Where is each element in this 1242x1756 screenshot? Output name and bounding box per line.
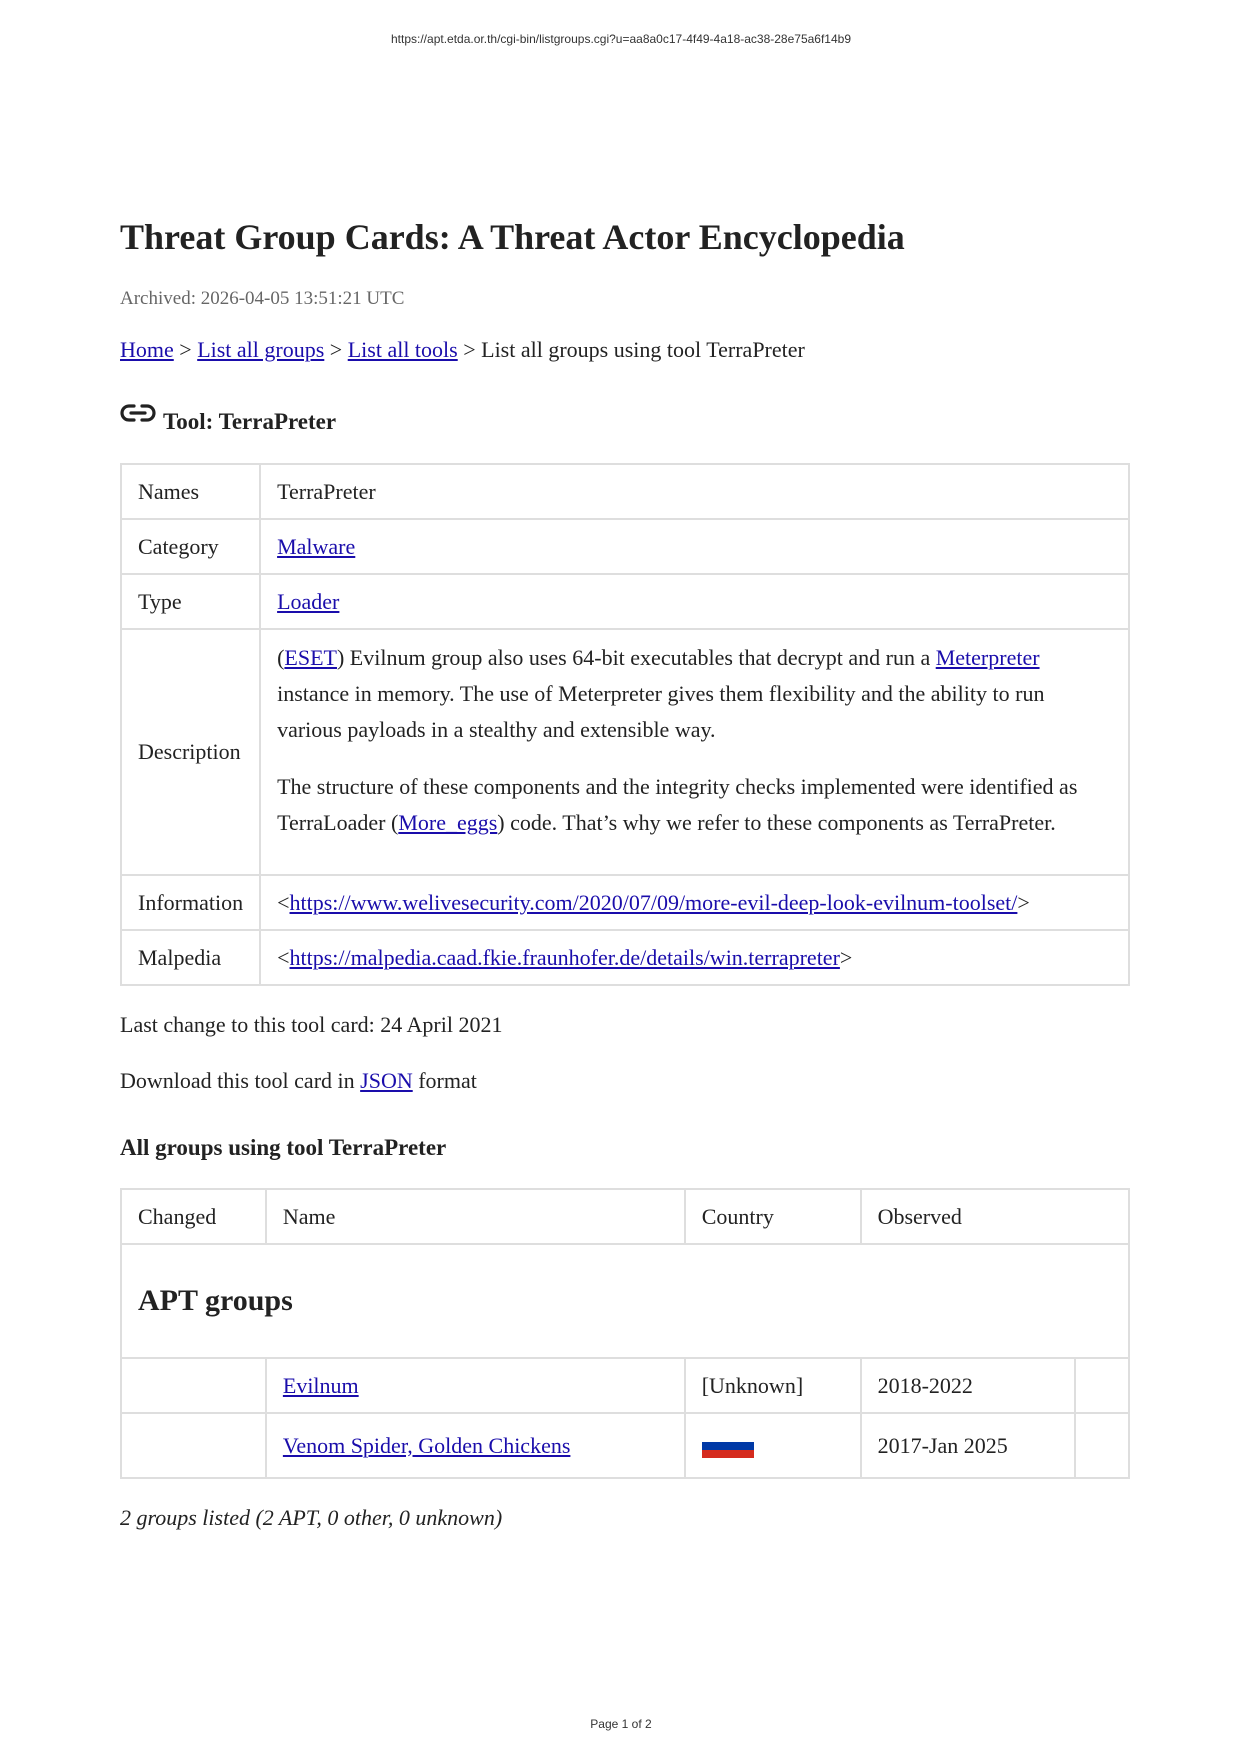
tool-info-table: [120, 463, 1130, 986]
table-row: [121, 1413, 1129, 1478]
names-label: Names: [121, 464, 260, 519]
description-text: ) code. That’s why we refer to these components as TerraPreter.: [497, 810, 1056, 835]
table-row: [121, 574, 1129, 629]
breadcrumb-tools-link[interactable]: List all tools: [347, 337, 458, 362]
description-label: Description: [121, 629, 260, 875]
column-header-changed: Changed: [121, 1189, 266, 1244]
column-header-country: Country: [685, 1189, 861, 1244]
groups-table: [120, 1188, 1130, 1479]
country-cell: [685, 1413, 861, 1478]
type-label: Type: [121, 574, 260, 629]
main-content: [120, 214, 1130, 1531]
column-header-observed: Observed: [861, 1189, 1129, 1244]
archived-timestamp: Archived: 2026-04-05 13:51:21 UTC: [120, 288, 405, 309]
bracket: >: [1017, 889, 1030, 915]
tool-heading-text: Tool: TerraPreter: [163, 409, 337, 434]
bracket: <: [277, 889, 290, 915]
information-cell: [260, 875, 1129, 930]
observed-cell: 2018-2022: [861, 1358, 1076, 1413]
print-url: https://apt.etda.or.th/cgi-bin/listgroups.cgi?u=aa8a0c17-4f49-4a18-ac38-28e75a6f14b9: [391, 32, 851, 46]
last-change-note: Last change to this tool card: 24 April 2021: [120, 1012, 503, 1037]
table-row: [121, 519, 1129, 574]
bracket: <: [277, 944, 290, 970]
information-label: Information: [121, 875, 260, 930]
breadcrumb: [120, 337, 1130, 363]
section-cell: [121, 1244, 1129, 1358]
malpedia-cell: [260, 930, 1129, 985]
download-text: Download this tool card in: [120, 1068, 361, 1093]
empty-cell: [1075, 1413, 1129, 1478]
column-header-name: Name: [266, 1189, 685, 1244]
table-row: [121, 930, 1129, 985]
category-label: Category: [121, 519, 260, 574]
download-text: format: [412, 1068, 477, 1093]
section-row: [121, 1244, 1129, 1358]
link-icon: [120, 401, 156, 425]
table-header-row: [121, 1189, 1129, 1244]
meterpreter-link[interactable]: Meterpreter: [935, 645, 1040, 670]
changed-cell: [121, 1358, 266, 1413]
page-number: Page 1 of 2: [590, 1717, 652, 1731]
description-text: ) Evilnum group also uses 64-bit executables that decrypt and run a: [336, 645, 936, 670]
section-title: APT groups: [138, 1284, 293, 1317]
table-row: [121, 875, 1129, 930]
name-cell: [266, 1413, 685, 1478]
type-link[interactable]: Loader: [277, 588, 340, 614]
malpedia-label: Malpedia: [121, 930, 260, 985]
breadcrumb-separator: >: [324, 337, 348, 362]
malpedia-link[interactable]: https://malpedia.caad.fkie.fraunhofer.de/details/win.terrapreter: [289, 944, 840, 970]
information-link[interactable]: https://www.welivesecurity.com/2020/07/09/more-evil-deep-look-evilnum-toolset/: [289, 889, 1018, 915]
russia-flag-icon: [702, 1434, 754, 1458]
description-cell: [260, 629, 1129, 875]
observed-cell: 2017-Jan 2025: [861, 1413, 1076, 1478]
more-eggs-link[interactable]: More_eggs: [398, 810, 498, 835]
country-cell: [Unknown]: [685, 1358, 861, 1413]
name-cell: [266, 1358, 685, 1413]
breadcrumb-groups-link[interactable]: List all groups: [197, 337, 325, 362]
breadcrumb-home-link[interactable]: Home: [120, 337, 174, 362]
page-title: Threat Group Cards: A Threat Actor Encyclopedia: [120, 217, 905, 257]
description-text: (: [277, 645, 285, 670]
empty-cell: [1075, 1358, 1129, 1413]
changed-cell: [121, 1413, 266, 1478]
breadcrumb-current: > List all groups using tool TerraPreter: [457, 337, 805, 362]
category-cell: [260, 519, 1129, 574]
json-download-link[interactable]: JSON: [360, 1068, 413, 1093]
description-paragraph: [277, 640, 1112, 748]
description-text: instance in memory. The use of Meterpreter gives them flexibility and the ability to run various payloads in a stealthy and extensible way.: [277, 681, 1045, 742]
names-value: TerraPreter: [260, 464, 1129, 519]
group-link[interactable]: Venom Spider, Golden Chickens: [282, 1432, 571, 1458]
bracket: >: [839, 944, 853, 970]
table-row: [121, 464, 1129, 519]
group-link[interactable]: Evilnum: [282, 1372, 359, 1398]
description-paragraph: [277, 769, 1112, 841]
breadcrumb-separator: >: [173, 337, 198, 362]
description-text: The structure of these components and the integrity checks implemented were identified as TerraLoader (: [277, 774, 1078, 835]
eset-link[interactable]: ESET: [284, 645, 337, 670]
category-link[interactable]: Malware: [277, 533, 356, 559]
groups-heading: All groups using tool TerraPreter: [120, 1135, 447, 1160]
table-row: [121, 629, 1129, 875]
type-cell: [260, 574, 1129, 629]
groups-summary: 2 groups listed (2 APT, 0 other, 0 unknown): [120, 1505, 503, 1530]
table-row: [121, 1358, 1129, 1413]
download-note: [120, 1068, 1130, 1094]
tool-heading: [120, 401, 1130, 435]
